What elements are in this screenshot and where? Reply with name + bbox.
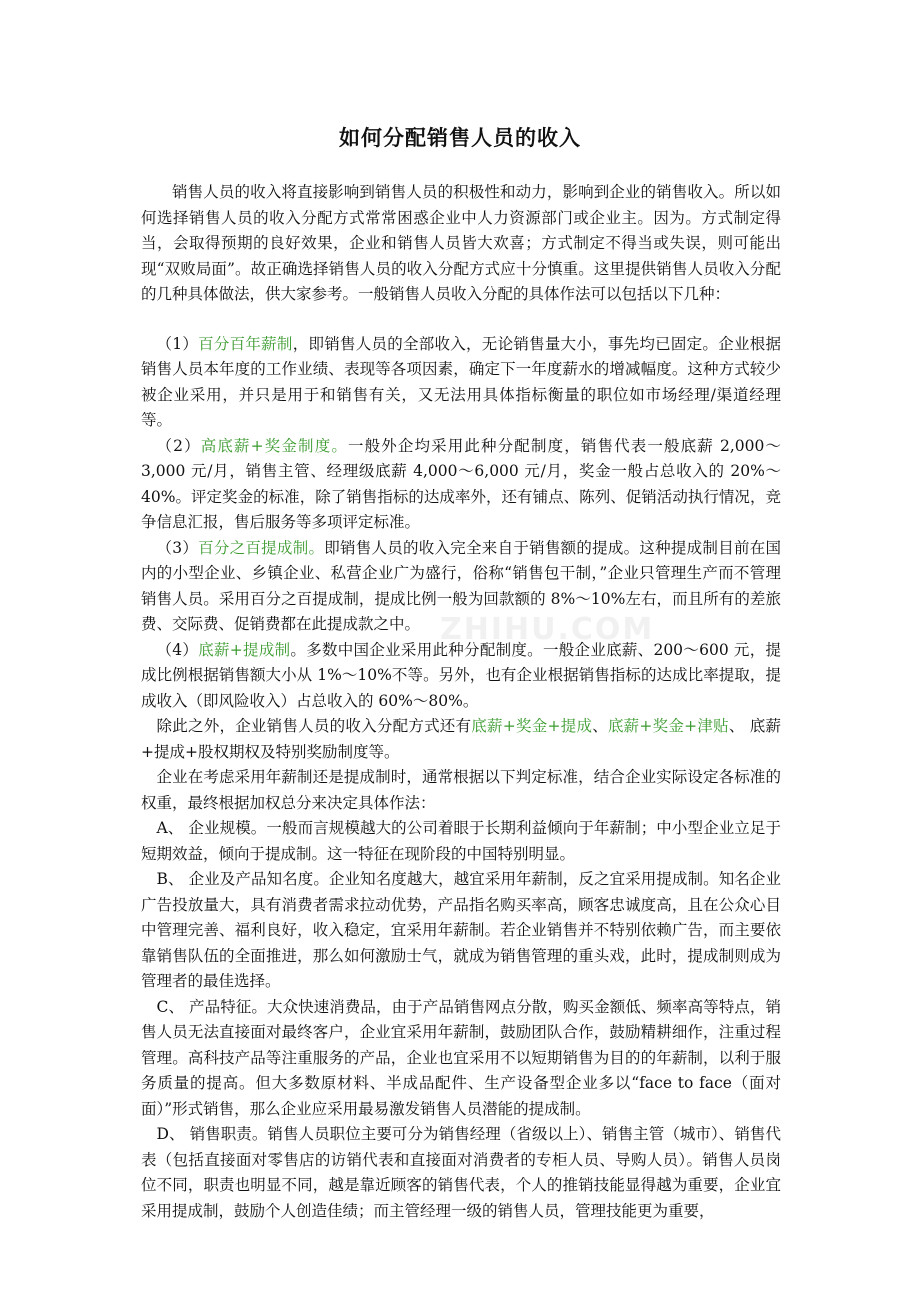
method-term: 底薪+提成制 — [198, 640, 291, 659]
method-item-1 — [141, 332, 781, 434]
criterion-label: B、 — [156, 870, 184, 888]
method-term: 百分百年薪制 — [198, 334, 293, 353]
method-item-2 — [141, 434, 781, 536]
method-term: 百分之百提成制。 — [198, 538, 325, 557]
paragraph-spacer — [141, 308, 781, 332]
item-number: （2） — [156, 436, 201, 455]
intro-paragraph: 销售人员的收入将直接影响到销售人员的积极性和动力，影响到企业的销售收入。所以如何选择销售人员的收入分配方式常常困惑企业中人力资源部门或企业主。因为。方式制定得当，会取得预期的良好效果，企业和销售人员皆大欢喜；方式制定不得当或失误，则可能出现“双败局面”。故正确选择销售人员的收入分配方式应十分慎重。这里提供销售人员收入分配的几种具体做法，供大家参考。一般销售人员收入分配的具体作法可以包括以下几种： — [141, 183, 781, 303]
watermark: ZHIHU.COM — [440, 612, 655, 647]
method-term: 高底薪+奖金制度。 — [200, 436, 348, 455]
criterion-b — [141, 867, 781, 995]
criterion-c — [141, 995, 781, 1123]
criterion-label: C、 — [156, 997, 185, 1016]
besides-term-2: 底薪+奖金+津贴 — [607, 717, 729, 735]
criterion-text: 产品特征。大众快速消费品，由于产品销售网点分散，购买金额低、频率高等特点，销售人员无法直接面对最终客户，企业宜采用年薪制，鼓励团队合作，鼓励精耕细作，注重过程管理。高科技产品等注重服务的产品，企业也宜采用不以短期销售为目的的年薪制，以利于服务质量的提高。但大多数原材料、半成品配件、生产设备型企业多以“face to face（面对面）”形式销售，那么企业应采用最易激发销售人员潜能的提成制。 — [141, 997, 781, 1118]
item-number: （1） — [156, 334, 199, 353]
besides-sep: 、 — [592, 717, 608, 735]
item-number: （4） — [156, 640, 199, 659]
criterion-text: 销售职责。销售人员职位主要可分为销售经理（省级以上）、销售主管（城市）、销售代表（包括直接面对零售店的访销代表和直接面对消费者的专柜人员、导购人员）。销售人员岗位不同，职责也明显不同，越是靠近顾客的销售代表，个人的推销技能显得越为重要，企业宜采用提成制，鼓励个人创造佳绩；而主管经理一级的销售人员，管理技能更为重要， — [141, 1125, 781, 1220]
document-body — [141, 180, 781, 1224]
criterion-label: D、 — [156, 1125, 185, 1143]
method-item-4 — [141, 638, 781, 715]
criterion-text: 企业及产品知名度。企业知名度越大，越宜采用年薪制，反之宜采用提成制。知名企业广告投放量大，具有消费者需求拉动优势，产品指名购买率高，顾客忠诚度高，且在公众心目中管理完善、福利良好，收入稳定，宜采用年薪制。若企业销售并不特别依赖广告，而主要依靠销售队伍的全面推进，那么如何激励士气，就成为销售管理的重头戏，此时，提成制则成为管理者的最佳选择。 — [141, 870, 781, 990]
besides-prefix: 除此之外，企业销售人员的收入分配方式还有 — [156, 717, 472, 735]
method-text: 。多数中国企业采用此种分配制度。一般企业底薪、200～600 元，提成比例根据销售额大小从 1%～10%不等。另外，也有企业根据销售指标的达成比率提取，提成收入（即风险收入）占总收入的 60%～80%。 — [141, 640, 781, 710]
document-title: 如何分配销售人员的收入 — [339, 125, 581, 150]
besides-paragraph — [141, 714, 781, 765]
method-item-3 — [141, 536, 781, 638]
item-number: （3） — [156, 538, 199, 557]
method-text: 即销售人员的收入完全来自于销售额的提成。这种提成制目前在国内的小型企业、乡镇企业、私营企业广为盛行，俗称“销售包干制，”企业只管理生产而不管理销售人员。采用百分之百提成制，提成比例一般为回款额的 8%～10%左右，而且所有的差旅费、交际费、促销费都在此提成款之中。 — [141, 538, 781, 633]
besides-suffix: 、 底薪+提成+股权期权及特别奖励制度等。 — [141, 717, 781, 761]
criterion-a — [141, 816, 781, 867]
method-text: 一般外企均采用此种分配制度，销售代表一般底薪 2,000～3,000 元/月，销售主管、经理级底薪 4,000～6,000 元/月，奖金一般占总收入的 20%～40%。评定奖金的标准，除了销售指标的达成率外，还有铺点、陈列、促销活动执行情况，竞争信息汇报，售后服务等多项评定标准。 — [141, 436, 781, 531]
criteria-intro: 企业在考虑采用年薪制还是提成制时，通常根据以下判定标准，结合企业实际设定各标准的权重，最终根据加权总分来决定具体作法： — [141, 768, 781, 812]
criterion-d — [141, 1122, 781, 1224]
besides-term-1: 底薪+奖金+提成 — [471, 717, 593, 735]
criterion-text: 企业规模。一般而言规模越大的公司着眼于长期利益倾向于年薪制；中小型企业立足于短期效益，倾向于提成制。这一特征在现阶段的中国特别明显。 — [141, 819, 781, 863]
method-text: ，即销售人员的全部收入，无论销售量大小，事先均已固定。企业根据销售人员本年度的工作业绩、表现等各项因素，确定下一年度薪水的增减幅度。这种方式较少被企业采用，并只是用于和销售有关，又无法用具体指标衡量的职位如市场经理/渠道经理等。 — [141, 334, 781, 429]
criterion-label: A、 — [156, 819, 184, 837]
